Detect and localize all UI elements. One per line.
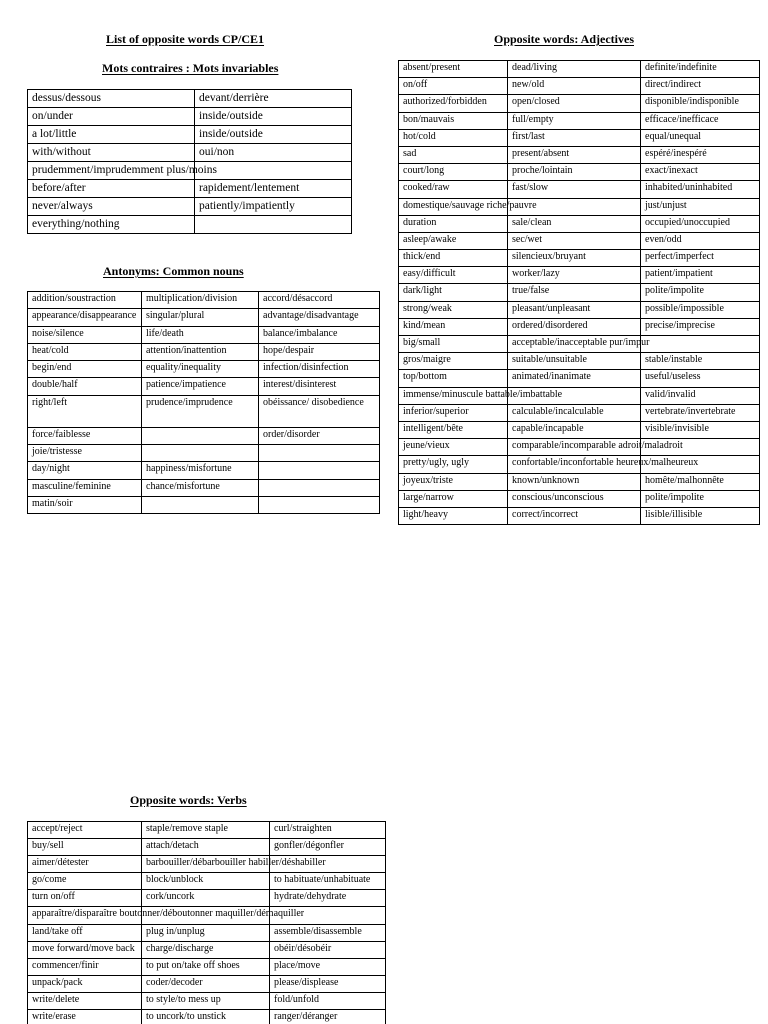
table-cell: light/heavy — [399, 507, 508, 524]
table-cell: joie/tristesse — [28, 445, 142, 462]
table-cell: correct/incorrect — [508, 507, 641, 524]
table-cell — [259, 479, 380, 496]
table-cell: cooked/raw — [399, 181, 508, 198]
table-cell: silencieux/bruyant — [508, 250, 641, 267]
table-cell — [195, 162, 352, 180]
table-cell: obéir/désobéir — [270, 941, 386, 958]
table-cell: happiness/misfortune — [142, 462, 259, 479]
table-cell: before/after — [28, 180, 195, 198]
table-cell: immense/minuscule battable/imbattable — [399, 387, 508, 404]
table-cell: write/erase — [28, 1010, 142, 1024]
table-cell: equality/inequality — [142, 361, 259, 378]
table-cell: curl/straighten — [270, 822, 386, 839]
table-cell: asleep/awake — [399, 232, 508, 249]
table-cell: life/death — [142, 326, 259, 343]
nouns-row — [28, 479, 380, 496]
adjectives-row — [399, 78, 760, 95]
adjectives-row — [399, 215, 760, 232]
table-cell: absent/present — [399, 61, 508, 78]
table-cell: sale/clean — [508, 215, 641, 232]
table-cell: open/closed — [508, 95, 641, 112]
table-cell: balance/imbalance — [259, 326, 380, 343]
nouns-title: Antonyms: Common nouns — [103, 264, 244, 278]
table-cell: definite/indefinite — [641, 61, 760, 78]
table-cell — [259, 496, 380, 513]
table-cell: stable/instable — [641, 353, 760, 370]
table-cell: attention/inattention — [142, 343, 259, 360]
table-cell: conscious/unconscious — [508, 490, 641, 507]
table-cell: charge/discharge — [142, 941, 270, 958]
table-cell: present/absent — [508, 146, 641, 163]
table-cell: coder/decoder — [142, 975, 270, 992]
adjectives-row — [399, 129, 760, 146]
adjectives-row — [399, 181, 760, 198]
nouns-row — [28, 309, 380, 326]
table-cell: inside/outside — [195, 108, 352, 126]
table-cell — [641, 336, 760, 353]
table-cell: appearance/disappearance — [28, 309, 142, 326]
invariables-row — [28, 90, 352, 108]
table-cell: full/empty — [508, 112, 641, 129]
table-cell: duration — [399, 215, 508, 232]
table-cell: go/come — [28, 873, 142, 890]
table-cell: devant/derrière — [195, 90, 352, 108]
table-cell: even/odd — [641, 232, 760, 249]
verbs-row — [28, 941, 386, 958]
table-cell: ordered/disordered — [508, 318, 641, 335]
table-cell: efficace/inefficace — [641, 112, 760, 129]
table-cell: gros/maigre — [399, 353, 508, 370]
table-cell: masculine/feminine — [28, 479, 142, 496]
invariables-title: Mots contraires : Mots invariables — [102, 61, 279, 75]
table-cell: with/without — [28, 144, 195, 162]
invariables-row — [28, 126, 352, 144]
table-cell: direct/indirect — [641, 78, 760, 95]
nouns-row — [28, 378, 380, 395]
verbs-row — [28, 856, 386, 873]
table-cell: multiplication/division — [142, 292, 259, 309]
table-cell: buy/sell — [28, 839, 142, 856]
adjectives-row — [399, 336, 760, 353]
table-cell — [142, 427, 259, 444]
table-cell: commencer/finir — [28, 958, 142, 975]
verbs-row — [28, 907, 386, 924]
table-cell: joyeux/triste — [399, 473, 508, 490]
table-cell: on/under — [28, 108, 195, 126]
nouns-row — [28, 395, 380, 427]
nouns-row — [28, 292, 380, 309]
table-cell: jeune/vieux — [399, 439, 508, 456]
nouns-row — [28, 343, 380, 360]
table-cell: prudence/imprudence — [142, 395, 259, 427]
table-cell: large/narrow — [399, 490, 508, 507]
invariables-row — [28, 162, 352, 180]
table-cell: attach/detach — [142, 839, 270, 856]
table-cell: lisible/illisible — [641, 507, 760, 524]
invariables-row — [28, 216, 352, 234]
table-cell: comparable/incomparable adroit/maladroit — [508, 439, 641, 456]
table-cell: heat/cold — [28, 343, 142, 360]
table-cell: possible/impossible — [641, 301, 760, 318]
table-cell: apparaître/disparaître boutonner/déboutonner maquiller/démaquiller — [28, 907, 142, 924]
adjectives-row — [399, 61, 760, 78]
table-cell: strong/weak — [399, 301, 508, 318]
table-cell: turn on/off — [28, 890, 142, 907]
table-cell: sad — [399, 146, 508, 163]
table-cell — [142, 496, 259, 513]
adjectives-table — [398, 60, 760, 525]
table-cell: confortable/inconfortable heureux/malheureux — [508, 456, 641, 473]
table-cell: move forward/move back — [28, 941, 142, 958]
table-cell: polite/impolite — [641, 490, 760, 507]
nouns-row — [28, 445, 380, 462]
table-cell: everything/nothing — [28, 216, 195, 234]
table-cell: patience/impatience — [142, 378, 259, 395]
invariables-row — [28, 144, 352, 162]
table-cell: oui/non — [195, 144, 352, 162]
table-cell: fold/unfold — [270, 992, 386, 1009]
table-cell: double/half — [28, 378, 142, 395]
invariables-row — [28, 198, 352, 216]
table-cell: never/always — [28, 198, 195, 216]
table-cell: right/left — [28, 395, 142, 427]
table-cell: order/disorder — [259, 427, 380, 444]
table-cell: bon/mauvais — [399, 112, 508, 129]
table-cell: staple/remove staple — [142, 822, 270, 839]
table-cell: write/delete — [28, 992, 142, 1009]
adjectives-row — [399, 284, 760, 301]
table-cell: matin/soir — [28, 496, 142, 513]
table-cell: cork/uncork — [142, 890, 270, 907]
table-cell: big/small — [399, 336, 508, 353]
verbs-row — [28, 890, 386, 907]
table-cell: inside/outside — [195, 126, 352, 144]
table-cell: to uncork/to unstick — [142, 1010, 270, 1024]
table-cell: addition/soustraction — [28, 292, 142, 309]
table-cell: interest/disinterest — [259, 378, 380, 395]
table-cell: visible/invisible — [641, 421, 760, 438]
adjectives-row — [399, 456, 760, 473]
nouns-row — [28, 462, 380, 479]
table-cell: assemble/disassemble — [270, 924, 386, 941]
adjectives-row — [399, 353, 760, 370]
table-cell: equal/unequal — [641, 129, 760, 146]
table-cell: hydrate/dehydrate — [270, 890, 386, 907]
table-cell: patiently/impatiently — [195, 198, 352, 216]
adjectives-row — [399, 421, 760, 438]
invariables-row — [28, 180, 352, 198]
table-cell: polite/impolite — [641, 284, 760, 301]
nouns-row — [28, 496, 380, 513]
verbs-table — [27, 821, 386, 1024]
table-cell: on/off — [399, 78, 508, 95]
table-cell — [259, 445, 380, 462]
table-cell: new/old — [508, 78, 641, 95]
table-cell: espéré/inespéré — [641, 146, 760, 163]
table-cell: advantage/disadvantage — [259, 309, 380, 326]
table-cell: occupied/unoccupied — [641, 215, 760, 232]
verbs-row — [28, 839, 386, 856]
table-cell: thick/end — [399, 250, 508, 267]
nouns-table — [27, 291, 380, 514]
table-cell: gonfler/dégonfler — [270, 839, 386, 856]
verbs-row — [28, 958, 386, 975]
table-cell: patient/impatient — [641, 267, 760, 284]
table-cell — [259, 462, 380, 479]
adjectives-row — [399, 267, 760, 284]
table-cell: valid/invalid — [641, 387, 760, 404]
adjectives-row — [399, 112, 760, 129]
table-cell: chance/misfortune — [142, 479, 259, 496]
verbs-row — [28, 992, 386, 1009]
table-cell: first/last — [508, 129, 641, 146]
table-cell: a lot/little — [28, 126, 195, 144]
table-cell: force/faiblesse — [28, 427, 142, 444]
table-cell: suitable/unsuitable — [508, 353, 641, 370]
adjectives-row — [399, 507, 760, 524]
table-cell: please/displease — [270, 975, 386, 992]
table-cell: easy/difficult — [399, 267, 508, 284]
table-cell: domestique/sauvage riche/pauvre — [399, 198, 508, 215]
adjectives-row — [399, 164, 760, 181]
verbs-row — [28, 1010, 386, 1024]
table-cell: noise/silence — [28, 326, 142, 343]
table-cell: true/false — [508, 284, 641, 301]
table-cell: begin/end — [28, 361, 142, 378]
table-cell: dead/living — [508, 61, 641, 78]
adjectives-row — [399, 232, 760, 249]
table-cell: pretty/ugly, ugly — [399, 456, 508, 473]
table-cell: land/take off — [28, 924, 142, 941]
table-cell: to style/to mess up — [142, 992, 270, 1009]
adjectives-row — [399, 146, 760, 163]
table-cell: to put on/take off shoes — [142, 958, 270, 975]
table-cell: useful/useless — [641, 370, 760, 387]
table-cell: place/move — [270, 958, 386, 975]
table-cell: exact/inexact — [641, 164, 760, 181]
adjectives-row — [399, 301, 760, 318]
adjectives-title: Opposite words: Adjectives — [494, 32, 634, 46]
verbs-row — [28, 822, 386, 839]
table-cell: authorized/forbidden — [399, 95, 508, 112]
table-cell: obéissance/ disobedience — [259, 395, 380, 427]
table-cell: precise/imprecise — [641, 318, 760, 335]
table-cell: worker/lazy — [508, 267, 641, 284]
table-cell: block/unblock — [142, 873, 270, 890]
table-cell: dessus/dessous — [28, 90, 195, 108]
table-cell — [142, 445, 259, 462]
table-cell: to habituate/unhabituate — [270, 873, 386, 890]
adjectives-row — [399, 95, 760, 112]
table-cell: inhabited/uninhabited — [641, 181, 760, 198]
verbs-row — [28, 924, 386, 941]
invariables-table — [27, 89, 352, 234]
table-cell: known/unknown — [508, 473, 641, 490]
table-cell: fast/slow — [508, 181, 641, 198]
table-cell: infection/disinfection — [259, 361, 380, 378]
invariables-row — [28, 108, 352, 126]
verbs-title: Opposite words: Verbs — [130, 793, 247, 807]
table-cell: inferior/superior — [399, 404, 508, 421]
table-cell: barbouiller/débarbouiller habiller/déshabiller — [142, 856, 270, 873]
table-cell: just/unjust — [641, 198, 760, 215]
verbs-row — [28, 975, 386, 992]
table-cell: proche/lointain — [508, 164, 641, 181]
adjectives-row — [399, 473, 760, 490]
table-cell: day/night — [28, 462, 142, 479]
table-cell: singular/plural — [142, 309, 259, 326]
cp-list-title: List of opposite words CP/CE1 — [106, 32, 265, 46]
nouns-row — [28, 361, 380, 378]
adjectives-row — [399, 404, 760, 421]
adjectives-row — [399, 387, 760, 404]
adjectives-row — [399, 370, 760, 387]
table-cell: hope/despair — [259, 343, 380, 360]
verbs-row — [28, 873, 386, 890]
table-cell: ranger/déranger — [270, 1010, 386, 1024]
nouns-row — [28, 326, 380, 343]
adjectives-row — [399, 490, 760, 507]
table-cell: rapidement/lentement — [195, 180, 352, 198]
table-cell: top/bottom — [399, 370, 508, 387]
table-cell: pleasant/unpleasant — [508, 301, 641, 318]
table-cell: accept/reject — [28, 822, 142, 839]
table-cell: calculable/incalculable — [508, 404, 641, 421]
table-cell: prudemment/imprudemment plus/moins — [28, 162, 195, 180]
table-cell: capable/incapable — [508, 421, 641, 438]
table-cell: sec/wet — [508, 232, 641, 249]
table-cell: dark/light — [399, 284, 508, 301]
table-cell: perfect/imperfect — [641, 250, 760, 267]
table-cell: animated/inanimate — [508, 370, 641, 387]
adjectives-row — [399, 198, 760, 215]
table-cell: plug in/unplug — [142, 924, 270, 941]
table-cell: vertebrate/invertebrate — [641, 404, 760, 421]
table-cell: acceptable/inacceptable pur/impur — [508, 336, 641, 353]
table-cell: intelligent/bête — [399, 421, 508, 438]
adjectives-row — [399, 318, 760, 335]
table-cell: aimer/détester — [28, 856, 142, 873]
table-cell — [195, 216, 352, 234]
table-cell: hot/cold — [399, 129, 508, 146]
adjectives-row — [399, 439, 760, 456]
table-cell: kind/mean — [399, 318, 508, 335]
table-cell: homête/malhonnête — [641, 473, 760, 490]
table-cell: court/long — [399, 164, 508, 181]
table-cell: accord/désaccord — [259, 292, 380, 309]
adjectives-row — [399, 250, 760, 267]
table-cell: disponible/indisponible — [641, 95, 760, 112]
nouns-row — [28, 427, 380, 444]
table-cell: unpack/pack — [28, 975, 142, 992]
